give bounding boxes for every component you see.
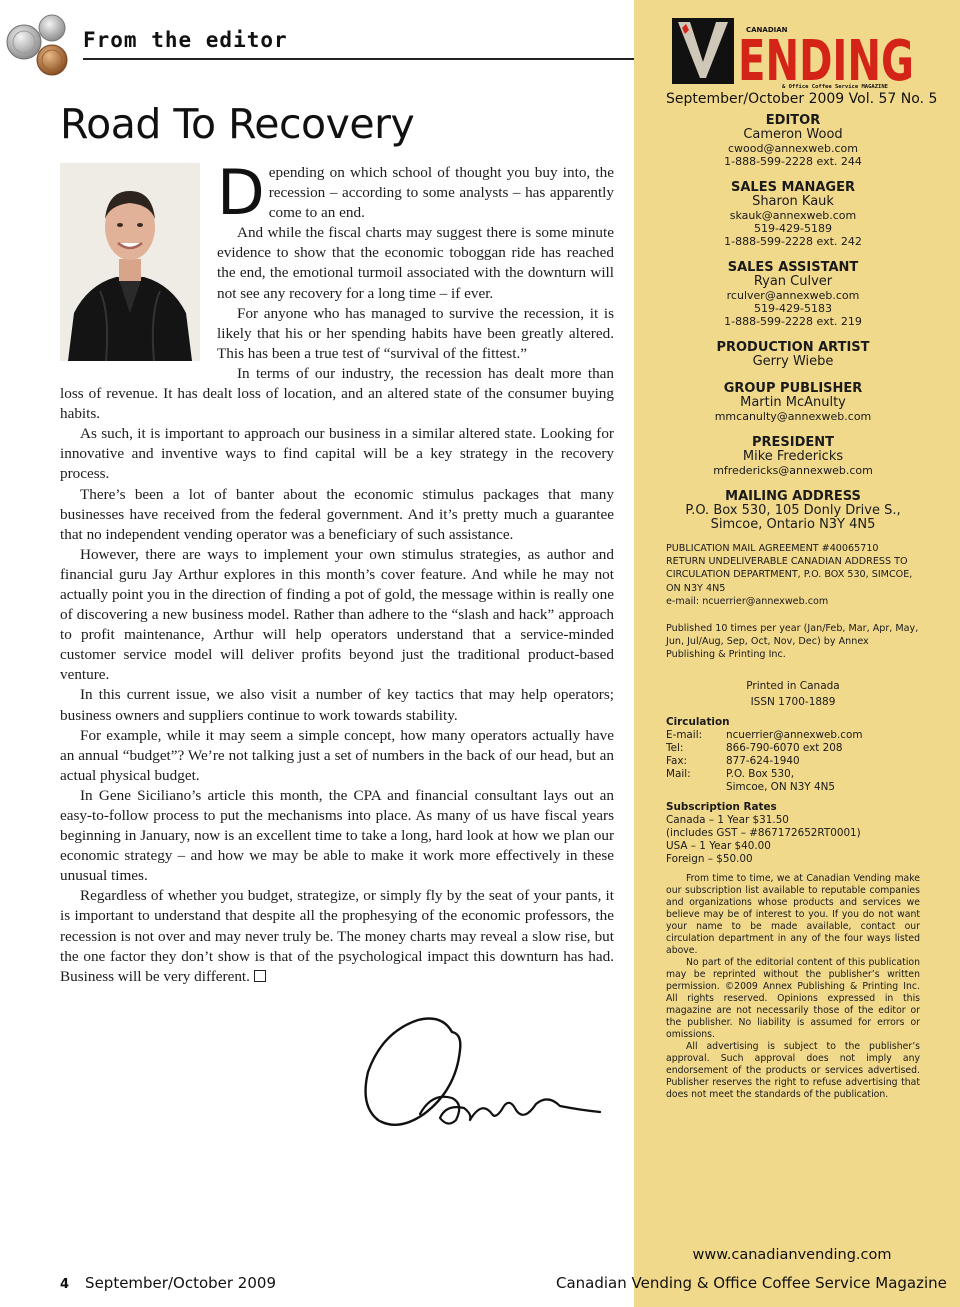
pubmail-line: PUBLICATION MAIL AGREEMENT #40065710: [666, 543, 879, 554]
circulation-title: Circulation: [666, 716, 730, 728]
paragraph: However, there are ways to implement your own stimulus strategies, as author and financial guru Jay Arthur explores in this month’s cover feature. And while he may not actually point you in the direction of finding a pot of gold, the message within is really one of discovering a new business model. Rather than adhere to the “slash and hack” approach to profit maintenance, Arthur will help operators understand that a service-minded customer service model will deliver profits beyond just the traditional product-based venture.: [60, 545, 614, 684]
circ-value: P.O. Box 530,: [726, 768, 795, 780]
paragraph-1-text: epending on which school of thought you buy into, the recession – according to some analysts – has apparently come to an end.: [268, 164, 614, 222]
circulation-row: [666, 742, 926, 755]
circ-value: ncuerrier@annexweb.com: [726, 729, 863, 741]
paragraph: There’s been a lot of banter about the economic stimulus packages that many businesses have received from the federal government. And it’s pretty much a guarantee that no independent vending operator was a beneficiary of such assistance.: [60, 485, 614, 543]
end-mark-icon: [254, 970, 266, 982]
staff-role: PRESIDENT: [751, 435, 835, 450]
coins-icon: [6, 14, 76, 78]
staff-line: rculver@annexweb.com: [726, 289, 860, 302]
editor-signature: [360, 1010, 610, 1140]
footer-left: [60, 1274, 276, 1292]
subscription-title: Subscription Rates: [666, 801, 777, 813]
staff-block-president: [640, 435, 946, 477]
issue-line: September/October 2009 Vol. 57 No. 5: [666, 91, 938, 107]
circ-label: Mail:: [666, 768, 691, 780]
staff-name: Sharon Kauk: [752, 194, 834, 209]
logo-main-word: ENDING: [738, 29, 914, 90]
staff-line: Simcoe, Ontario N3Y 4N5: [710, 517, 876, 532]
staff-role: PRODUCTION ARTIST: [716, 340, 870, 355]
staff-name: Gerry Wiebe: [752, 354, 834, 369]
logo-tagline: & Office Coffee Service MAGAZINE: [782, 84, 888, 90]
staff-role: GROUP PUBLISHER: [723, 381, 863, 396]
footer-magazine-name: Canadian Vending & Office Coffee Service Magazine: [556, 1274, 947, 1292]
staff-line: mfredericks@annexweb.com: [713, 464, 873, 477]
staff-line: mmcanulty@annexweb.com: [714, 410, 872, 423]
circulation-row: [666, 781, 926, 794]
paragraph-last-text: Regardless of whether you budget, strategize, or simply fly by the seat of your pants, it is important to understand that despite all the prophesying of the economic professors, the recession is not over and may never truly be. The money charts may reveal a slow rise, but the one factor they don’t show is that of the psychological impact this downturn has had. Business will be very different.: [60, 887, 614, 985]
website-url: www.canadianvending.com: [692, 1247, 892, 1263]
legal-notice: [666, 873, 920, 1101]
pubmail-line: RETURN UNDELIVERABLE CANADIAN ADDRESS TO: [666, 556, 908, 568]
paragraph: As such, it is important to approach our business in a similar altered state. Looking for innovative and inventive ways to find capital will be a key strategy in the recovery process.: [60, 425, 614, 483]
paragraph: For example, while it may seem a simple concept, how many operators actually have an annual “budget”? We’re not talking just a set of numbers in the back of our head, but an actual physical budget.: [60, 726, 614, 784]
staff-block-mailing-address: [640, 489, 946, 532]
subscription-line: Canada – 1 Year $31.50: [666, 814, 789, 826]
circulation-row: [666, 755, 926, 768]
published-frequency: Published 10 times per year (Jan/Feb, Mar, Apr, May, Jun, Jul/Aug, Sep, Oct, Nov, Dec) by Annex Publishing & Printing Inc.: [666, 623, 919, 661]
staff-name: P.O. Box 530, 105 Donly Drive S.,: [685, 503, 901, 518]
photo-spacer: [60, 163, 217, 370]
circ-value: 866-790-6070 ext 208: [726, 742, 843, 754]
footer-issue-date: September/October 2009: [85, 1274, 276, 1292]
paragraph: In Gene Siciliano’s article this month, the CPA and financial consultant lays out an easy-to-follow process to put the mechanisms into place. As many of us have fiscal years beginning in January, now is an excellent time to take a long, hard look at how we plan our economic strategy – and how we may be able to make it work more effectively in these unusual times.: [60, 786, 614, 885]
paragraph: In terms of our industry, the recession has dealt more than loss of revenue. It has dealt loss of location, and an altered state of the consumer buying habits.: [60, 364, 614, 423]
publication-mail-block: [666, 542, 920, 608]
staff-line: 1-888-599-2228 ext. 219: [724, 315, 862, 328]
pubmail-line: ON N3Y 4N5: [666, 582, 726, 594]
staff-block-production-artist: [640, 340, 946, 369]
paragraph-last: [60, 886, 614, 986]
staff-line: 519-429-5183: [754, 302, 832, 315]
article-body: [60, 156, 614, 987]
page-number: 4: [60, 1277, 70, 1292]
staff-list: [640, 113, 946, 544]
circ-label: [666, 781, 726, 794]
staff-block-sales-manager: [640, 180, 946, 248]
circulation-block: [666, 716, 926, 794]
pubmail-line: e-mail: ncuerrier@annexweb.com: [666, 595, 829, 607]
staff-role: EDITOR: [765, 113, 821, 128]
headline: Road To Recovery: [60, 100, 415, 148]
staff-block-editor: [640, 113, 946, 168]
drop-cap: D: [217, 156, 265, 229]
staff-line: cwood@annexweb.com: [728, 142, 858, 155]
header-rule: [83, 58, 634, 60]
staff-role: MAILING ADDRESS: [725, 489, 861, 504]
staff-block-sales-assistant: [640, 260, 946, 328]
paragraph: And while the fiscal charts may suggest there is some minute evidence to show that the economic toboggan ride has reached the end, the emotional turmoil associated with the downturn will not see any recovery for a long time – if ever.: [217, 224, 614, 302]
staff-line: 1-888-599-2228 ext. 244: [724, 155, 862, 168]
legal-paragraph: From time to time, we at Canadian Vending make our subscription list available to reputable companies and organizations whose products and services we believe may be of interest to you. If you do not want your name to be made available, contact our circulation department in any of the four ways listed above.: [666, 873, 920, 956]
subscription-line: (includes GST – #867172652RT0001): [666, 827, 861, 839]
staff-name: Cameron Wood: [743, 127, 843, 142]
staff-name: Mike Fredericks: [742, 449, 844, 464]
staff-name: Martin McAnulty: [740, 395, 846, 410]
vending-logo: [672, 18, 918, 90]
staff-block-group-publisher: [640, 381, 946, 423]
circulation-row: [666, 768, 926, 781]
staff-role: SALES ASSISTANT: [727, 260, 859, 275]
subscription-block: [666, 801, 926, 866]
paragraph: For anyone who has managed to survive the recession, it is likely that his or her spending habits have been greatly altered. This has been a true test of “survival of the fittest.”: [217, 304, 614, 362]
circ-value: 877-624-1940: [726, 755, 800, 767]
staff-name: Ryan Culver: [753, 274, 833, 289]
printed-block: [640, 678, 946, 710]
legal-paragraph: All advertising is subject to the publisher’s approval. Such approval does not imply any endorsement of the products or services advertised. Publisher reserves the right to refuse advertising that does not meet the standards of the publication.: [666, 1041, 920, 1100]
subscription-line: Foreign – $50.00: [666, 853, 753, 865]
logo-small-top: CANADIAN: [746, 26, 788, 34]
circulation-row: [666, 729, 926, 742]
staff-line: 1-888-599-2228 ext. 242: [724, 235, 862, 248]
circ-label: E-mail:: [666, 729, 703, 741]
subscription-line: USA – 1 Year $40.00: [666, 840, 771, 852]
staff-line: 519-429-5189: [754, 222, 832, 235]
paragraph: In this current issue, we also visit a number of key tactics that may help operators; business owners and suppliers continue to work towards stability.: [60, 686, 614, 724]
circ-label: Fax:: [666, 755, 688, 767]
circ-value: Simcoe, ON N3Y 4N5: [726, 781, 835, 793]
staff-line: skauk@annexweb.com: [729, 209, 857, 222]
issn: ISSN 1700-1889: [750, 696, 836, 708]
section-label: From the editor: [83, 28, 288, 52]
printed-in: Printed in Canada: [746, 680, 840, 692]
legal-paragraph: No part of the editorial content of this publication may be reprinted without the publisher’s written permission. ©2009 Annex Publishing & Printing Inc. All rights reserved. Opinions expressed in this magazine are not necessarily those of the editor or the publisher. No liability is assumed for errors or omissions.: [666, 957, 920, 1040]
staff-role: SALES MANAGER: [731, 180, 855, 195]
pubmail-line: CIRCULATION DEPARTMENT, P.O. BOX 530, SIMCOE,: [666, 569, 913, 581]
circ-label: Tel:: [666, 742, 684, 754]
